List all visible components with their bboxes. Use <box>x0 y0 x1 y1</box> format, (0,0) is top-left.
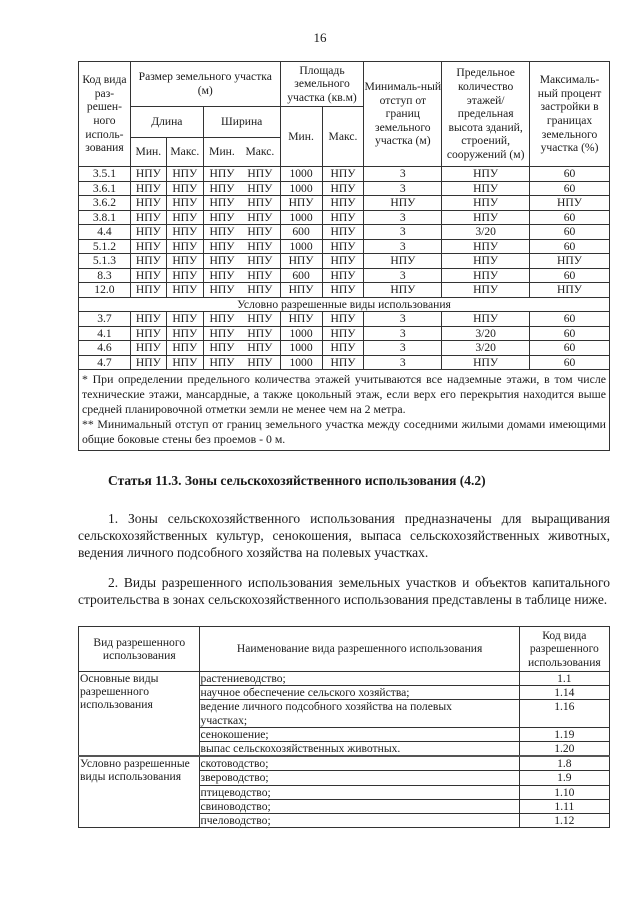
cell: НПУ <box>240 268 280 283</box>
cell: НПУ <box>322 196 364 211</box>
cell: НПУ <box>166 283 203 298</box>
table-row <box>79 355 610 370</box>
use-name: научное обеспечение сельского хозяйства; <box>199 686 519 700</box>
group-label-main: Основные виды разрешенного использования <box>79 672 200 757</box>
use-code: 1.10 <box>519 785 609 799</box>
cell: НПУ <box>322 312 364 327</box>
cell: 60 <box>530 225 610 240</box>
cell: 5.1.3 <box>79 254 131 269</box>
cell: НПУ <box>130 341 166 356</box>
header-width-max: Макс. <box>240 138 280 167</box>
use-code: 1.9 <box>519 771 609 785</box>
cell: 3 <box>364 341 442 356</box>
cell: 3 <box>364 181 442 196</box>
cell: 60 <box>530 167 610 182</box>
cell: НПУ <box>240 341 280 356</box>
cell: 60 <box>530 326 610 341</box>
cell: НПУ <box>203 283 240 298</box>
cell: НПУ <box>322 225 364 240</box>
footnote-setback: ** Минимальный отступ от границ земельного участка между соседними жилыми домами имеющими общие боковые стены без проемов - 0 м. <box>82 417 606 446</box>
page-number: 16 <box>313 30 327 45</box>
use-name: растениеводство; <box>199 672 519 686</box>
cell: НПУ <box>530 196 610 211</box>
cell: НПУ <box>166 181 203 196</box>
paragraph-2 <box>78 574 610 608</box>
cell: НПУ <box>130 326 166 341</box>
cell: 3 <box>364 312 442 327</box>
use-name: сенокошение; <box>199 727 519 741</box>
use-code: 1.16 <box>519 700 609 727</box>
cell: 1000 <box>280 341 322 356</box>
cell: НПУ <box>364 254 442 269</box>
use-name: скотоводство; <box>199 756 519 771</box>
cell: НПУ <box>322 167 364 182</box>
cell: НПУ <box>203 181 240 196</box>
cell: 60 <box>530 355 610 370</box>
cell: НПУ <box>130 268 166 283</box>
use-name: свиноводство; <box>199 799 519 813</box>
use-code: 1.1 <box>519 672 609 686</box>
cell: 3 <box>364 355 442 370</box>
permitted-uses-table <box>78 626 610 828</box>
cell: 12.0 <box>79 283 131 298</box>
header-width: Ширина <box>203 107 280 138</box>
cell: НПУ <box>364 283 442 298</box>
header-coverage: Максималь-ный процент застройки в границах земельного участка (%) <box>530 62 610 167</box>
table-row <box>79 210 610 225</box>
cell: 3.6.2 <box>79 196 131 211</box>
cell: НПУ <box>530 283 610 298</box>
cell: НПУ <box>240 167 280 182</box>
cell: НПУ <box>203 210 240 225</box>
cell: 4.1 <box>79 326 131 341</box>
header-area-max: Макс. <box>322 107 364 167</box>
cell: НПУ <box>240 355 280 370</box>
cell: НПУ <box>166 355 203 370</box>
cell: НПУ <box>203 239 240 254</box>
cell: НПУ <box>442 239 530 254</box>
use-code: 1.11 <box>519 799 609 813</box>
use-name: ведение личного подсобного хозяйства на полевых участках; <box>199 700 519 727</box>
header-length: Длина <box>130 107 203 138</box>
cell: НПУ <box>322 181 364 196</box>
cell: 3.5.1 <box>79 167 131 182</box>
use-name: выпас сельскохозяйственных животных. <box>199 742 519 757</box>
cell: 3 <box>364 326 442 341</box>
cell: 3 <box>364 167 442 182</box>
cell: 1000 <box>280 210 322 225</box>
cell: 4.7 <box>79 355 131 370</box>
cell: 1000 <box>280 181 322 196</box>
cell: НПУ <box>130 181 166 196</box>
cell: 3 <box>364 268 442 283</box>
cell: НПУ <box>130 225 166 240</box>
cell: НПУ <box>280 312 322 327</box>
cell: НПУ <box>166 312 203 327</box>
group-label-conditional: Условно разрешенные виды использования <box>79 756 200 828</box>
cell: НПУ <box>130 210 166 225</box>
cell: НПУ <box>322 341 364 356</box>
table-row <box>79 196 610 211</box>
cell: 3.8.1 <box>79 210 131 225</box>
table-row <box>79 326 610 341</box>
cell: 60 <box>530 268 610 283</box>
table-row <box>79 239 610 254</box>
header-floors: Предельное количество этажей/ предельная высота зданий, строений, сооружений (м) <box>442 62 530 167</box>
footnote-floors: * При определении предельного количества этажей учитываются все надземные этажи, в том числе технические этажи, мансардные, а также цокольный этаж, если верх его перекрытия находится выше средней планировочной отметки земли не менее чем на 2 метра. <box>82 372 606 416</box>
cell: 8.3 <box>79 268 131 283</box>
cell: НПУ <box>203 225 240 240</box>
cell: НПУ <box>166 210 203 225</box>
cell: НПУ <box>166 196 203 211</box>
table-footnotes <box>79 370 610 451</box>
cell: НПУ <box>203 355 240 370</box>
cell: НПУ <box>130 283 166 298</box>
cell: 3 <box>364 210 442 225</box>
cell: 4.6 <box>79 341 131 356</box>
cell: НПУ <box>203 326 240 341</box>
use-code: 1.8 <box>519 756 609 771</box>
cell: НПУ <box>130 167 166 182</box>
cell: 1000 <box>280 355 322 370</box>
header-width-min: Мин. <box>203 138 240 167</box>
land-parameters-table <box>78 61 610 451</box>
table-row <box>79 254 610 269</box>
table-row <box>79 268 610 283</box>
cell: 60 <box>530 239 610 254</box>
cell: НПУ <box>203 254 240 269</box>
header-use-name: Наименование вида разрешенного использования <box>199 627 519 672</box>
cell: НПУ <box>364 196 442 211</box>
cell: НПУ <box>322 254 364 269</box>
cell: НПУ <box>442 196 530 211</box>
cell: 3 <box>364 225 442 240</box>
cell: НПУ <box>280 283 322 298</box>
header-code: Код вида раз-решен-ного исполь-зования <box>79 62 131 167</box>
header-plot-size: Размер земельного участка (м) <box>130 62 280 107</box>
cell: НПУ <box>442 355 530 370</box>
cell: 3.6.1 <box>79 181 131 196</box>
cell: 60 <box>530 210 610 225</box>
cell: НПУ <box>130 239 166 254</box>
cell: НПУ <box>130 312 166 327</box>
table-row <box>79 312 610 327</box>
cell: 3 <box>364 239 442 254</box>
cell: НПУ <box>322 268 364 283</box>
article-heading: Статья 11.3. Зоны сельскохозяйственного использования (4.2) <box>108 473 486 488</box>
header-area-min: Мин. <box>280 107 322 167</box>
cell: НПУ <box>166 254 203 269</box>
use-code: 1.12 <box>519 814 609 828</box>
cell: НПУ <box>240 196 280 211</box>
cell: НПУ <box>530 254 610 269</box>
table-row <box>79 167 610 182</box>
cell: 3/20 <box>442 341 530 356</box>
use-code: 1.14 <box>519 686 609 700</box>
cell: НПУ <box>442 312 530 327</box>
table-row <box>79 283 610 298</box>
header-setback: Минималь-ный отступ от границ земельного участка (м) <box>364 62 442 167</box>
cell: НПУ <box>130 355 166 370</box>
cell: НПУ <box>240 326 280 341</box>
cell: НПУ <box>442 254 530 269</box>
cell: НПУ <box>166 225 203 240</box>
cell: НПУ <box>166 326 203 341</box>
cell: НПУ <box>166 341 203 356</box>
paragraph-2-text: 2. Виды разрешенного использования земельных участков и объектов капитального строительства в зонах сельскохозяйственного использования представлены в таблице ниже. <box>78 575 610 607</box>
table-row <box>79 225 610 240</box>
use-name: звероводство; <box>199 771 519 785</box>
cell: НПУ <box>240 210 280 225</box>
header-use-code: Код вида разрешенного использования <box>519 627 609 672</box>
cell: НПУ <box>203 167 240 182</box>
cell: 60 <box>530 312 610 327</box>
cell: НПУ <box>240 254 280 269</box>
cell: 1000 <box>280 239 322 254</box>
paragraph-1 <box>78 510 610 561</box>
cell: НПУ <box>130 196 166 211</box>
cell: НПУ <box>322 239 364 254</box>
header-use-type: Вид разрешенного использования <box>79 627 200 672</box>
cell: НПУ <box>322 326 364 341</box>
use-code: 1.19 <box>519 727 609 741</box>
cell: НПУ <box>322 355 364 370</box>
cell: НПУ <box>166 239 203 254</box>
cell: НПУ <box>166 268 203 283</box>
use-name: пчеловодство; <box>199 814 519 828</box>
cell: НПУ <box>240 283 280 298</box>
cell: 5.1.2 <box>79 239 131 254</box>
table-row <box>79 672 610 686</box>
header-area: Площадь земельного участка (кв.м) <box>280 62 364 107</box>
cell: НПУ <box>442 181 530 196</box>
conditional-uses-label: Условно разрешенные виды использования <box>79 297 610 312</box>
cell: 1000 <box>280 326 322 341</box>
use-code: 1.20 <box>519 742 609 757</box>
cell: 60 <box>530 181 610 196</box>
cell: НПУ <box>442 283 530 298</box>
cell: НПУ <box>240 312 280 327</box>
cell: НПУ <box>442 210 530 225</box>
table-row <box>79 756 610 771</box>
cell: 1000 <box>280 167 322 182</box>
cell: 600 <box>280 225 322 240</box>
cell: 3/20 <box>442 225 530 240</box>
cell: НПУ <box>203 312 240 327</box>
cell: НПУ <box>240 225 280 240</box>
cell: НПУ <box>322 283 364 298</box>
cell: НПУ <box>280 254 322 269</box>
cell: НПУ <box>203 268 240 283</box>
cell: НПУ <box>130 254 166 269</box>
cell: НПУ <box>203 341 240 356</box>
cell: НПУ <box>442 167 530 182</box>
use-name: птицеводство; <box>199 785 519 799</box>
header-length-max: Макс. <box>166 138 203 167</box>
cell: 600 <box>280 268 322 283</box>
header-length-min: Мин. <box>130 138 166 167</box>
cell: НПУ <box>240 181 280 196</box>
cell: 3/20 <box>442 326 530 341</box>
cell: НПУ <box>280 196 322 211</box>
cell: НПУ <box>203 196 240 211</box>
cell: НПУ <box>322 210 364 225</box>
table-row <box>79 341 610 356</box>
paragraph-1-text: 1. Зоны сельскохозяйственного использования предназначены для выращивания сельскохозяйственных культур, сенокошения, выпаса сельскохозяйственных животных, ведения личного подсобного хозяйства на полевых участках. <box>78 511 610 560</box>
cell: 3.7 <box>79 312 131 327</box>
cell: 60 <box>530 341 610 356</box>
cell: НПУ <box>166 167 203 182</box>
cell: 4.4 <box>79 225 131 240</box>
cell: НПУ <box>442 268 530 283</box>
table-row <box>79 181 610 196</box>
cell: НПУ <box>240 239 280 254</box>
